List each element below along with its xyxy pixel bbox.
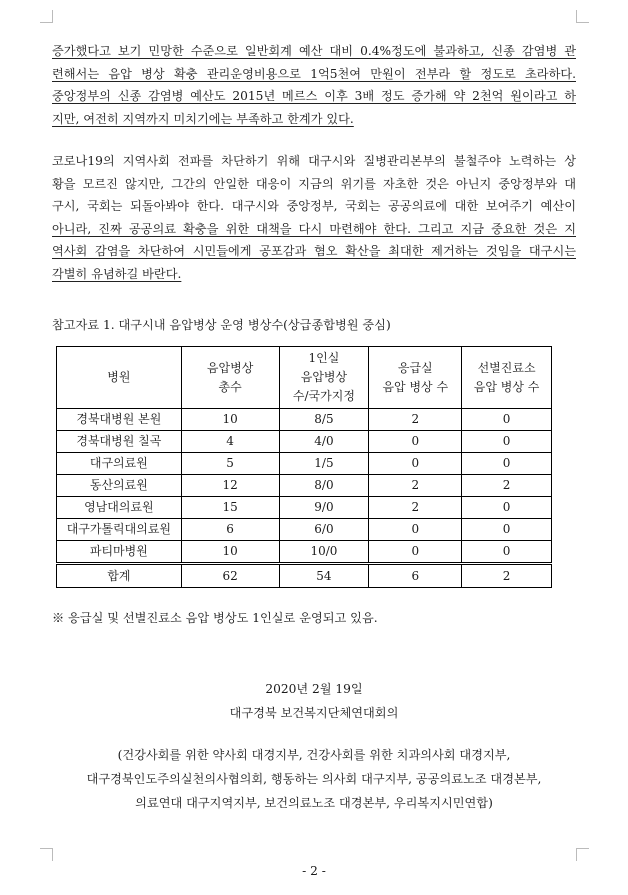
- cell-screening: 0: [462, 519, 552, 541]
- col-header-total-beds: 음압병상 총수: [181, 347, 279, 409]
- paragraph-line: 지만, 여전히 지역까지 미치기에는 부족하고 한계가 있다.: [52, 111, 354, 126]
- negative-pressure-bed-table: [56, 346, 552, 588]
- cell-single: 1/5: [279, 453, 369, 475]
- cell-screening: 2: [462, 475, 552, 497]
- corner-mark-bottom-right: [576, 848, 589, 861]
- cell-hospital: 영남대의료원: [57, 497, 182, 519]
- table-row: [57, 475, 552, 497]
- cell-single: 4/0: [279, 431, 369, 453]
- table-note: ※ 응급실 및 선별진료소 음압 병상도 1인실로 운영되고 있음.: [52, 611, 378, 625]
- paragraph-line: 역사회 감염을 차단하여 시민들에게 공포감과 혐오 확산을 최대한 제거하는 것임을 대구시는: [52, 244, 576, 258]
- cell-er: 2: [369, 409, 462, 431]
- cell-total-single: 54: [279, 564, 369, 588]
- cell-total: 4: [181, 431, 279, 453]
- member-line: 의료연대 대구지역지부, 보건의료노조 대경본부, 우리복지시민연합): [135, 796, 493, 810]
- corner-mark-bottom-left: [40, 848, 53, 861]
- cell-hospital: 경북대병원 칠곡: [57, 431, 182, 453]
- cell-hospital: 대구의료원: [57, 453, 182, 475]
- cell-single: 9/0: [279, 497, 369, 519]
- table-total-row: [57, 564, 552, 588]
- cell-single: 10/0: [279, 541, 369, 564]
- cell-er: 0: [369, 541, 462, 564]
- cell-total: 6: [181, 519, 279, 541]
- table-header-row: [57, 347, 552, 409]
- paragraph-line: 황을 모르진 않지만, 그간의 안일한 대응이 지금의 위기를 자초한 것은 아닌지 중앙정부와 대: [52, 176, 576, 191]
- table-row: [57, 453, 552, 475]
- member-line: 대구경북인도주의실천의사협의회, 행동하는 의사회 대구지부, 공공의료노조 대경본부,: [86, 772, 542, 786]
- cell-single: 6/0: [279, 519, 369, 541]
- paragraph-response: [52, 150, 576, 285]
- table-row: [57, 541, 552, 564]
- paragraph-budget: [52, 40, 576, 130]
- cell-screening: 0: [462, 453, 552, 475]
- cell-hospital: 파티마병원: [57, 541, 182, 564]
- cell-total: 10: [181, 541, 279, 564]
- table-row: [57, 431, 552, 453]
- cell-er: 2: [369, 475, 462, 497]
- cell-total: 10: [181, 409, 279, 431]
- member-line: (건강사회를 위한 약사회 대경지부, 건강사회를 위한 치과의사회 대경지부,: [117, 748, 511, 762]
- cell-total-er: 6: [369, 564, 462, 588]
- cell-er: 0: [369, 519, 462, 541]
- cell-hospital: 경북대병원 본원: [57, 409, 182, 431]
- paragraph-line: 아니라, 진짜 공공의료 확충을 위한 대책을 다시 마련해야 한다. 그리고 지금 중요한 것은 지: [52, 221, 576, 236]
- corner-mark-top-left: [40, 10, 53, 23]
- paragraph-line: 련해서는 음압 병상 확충 관리운영비용으로 1억5천여 만원이 전부라 할 정도로 초라하다.: [52, 66, 576, 81]
- cell-screening: 0: [462, 409, 552, 431]
- cell-total-beds: 62: [181, 564, 279, 588]
- cell-hospital: 동산의료원: [57, 475, 182, 497]
- paragraph-line: 코로나19의 지역사회 전파를 차단하기 위해 대구시와 질병관리본부의 불철주야 노력하는 상: [52, 154, 576, 168]
- cell-total-label: 합계: [57, 564, 182, 588]
- cell-single: 8/0: [279, 475, 369, 497]
- cell-hospital: 대구가톨릭대의료원: [57, 519, 182, 541]
- cell-screening: 0: [462, 497, 552, 519]
- paragraph-line: 중앙정부의 신종 감염병 예산도 2015년 메르스 이후 3배 정도 증가해 약 2천억 원이라고 하: [52, 89, 576, 103]
- corner-mark-top-right: [576, 10, 589, 23]
- cell-er: 2: [369, 497, 462, 519]
- paragraph-line: 구시, 국회는 되돌아봐야 한다. 대구시와 중앙정부, 국회는 공공의료에 대한 보여주기 예산이: [52, 199, 576, 213]
- statement-date: 2020년 2월 19일: [265, 682, 363, 696]
- cell-screening: 0: [462, 431, 552, 453]
- cell-total: 15: [181, 497, 279, 519]
- page-number: - 2 -: [302, 864, 326, 878]
- member-organizations: [52, 743, 576, 815]
- table-row: [57, 519, 552, 541]
- col-header-screening-beds: 선별진료소 음압 병상 수: [462, 347, 552, 409]
- col-header-er-beds: 응급실 음압 병상 수: [369, 347, 462, 409]
- cell-total: 12: [181, 475, 279, 497]
- cell-total: 5: [181, 453, 279, 475]
- cell-screening: 0: [462, 541, 552, 564]
- reference-title: 참고자료 1. 대구시내 음압병상 운영 병상수(상급종합병원 중심): [52, 318, 391, 332]
- col-header-hospital: 병원: [57, 347, 182, 409]
- paragraph-line: 각별히 유념하길 바란다.: [52, 266, 182, 281]
- cell-er: 0: [369, 431, 462, 453]
- cell-single: 8/5: [279, 409, 369, 431]
- table-row: [57, 497, 552, 519]
- cell-total-screening: 2: [462, 564, 552, 588]
- paragraph-line: 증가했다고 보기 민망한 수준으로 일반회계 예산 대비 0.4%정도에 불과하고, 신종 감염병 관: [52, 44, 576, 58]
- organization-name: 대구경북 보건복지단체연대회의: [229, 706, 399, 720]
- table-row: [57, 409, 552, 431]
- cell-er: 0: [369, 453, 462, 475]
- col-header-single-room: 1인실 음압병상 수/국가지정: [279, 347, 369, 409]
